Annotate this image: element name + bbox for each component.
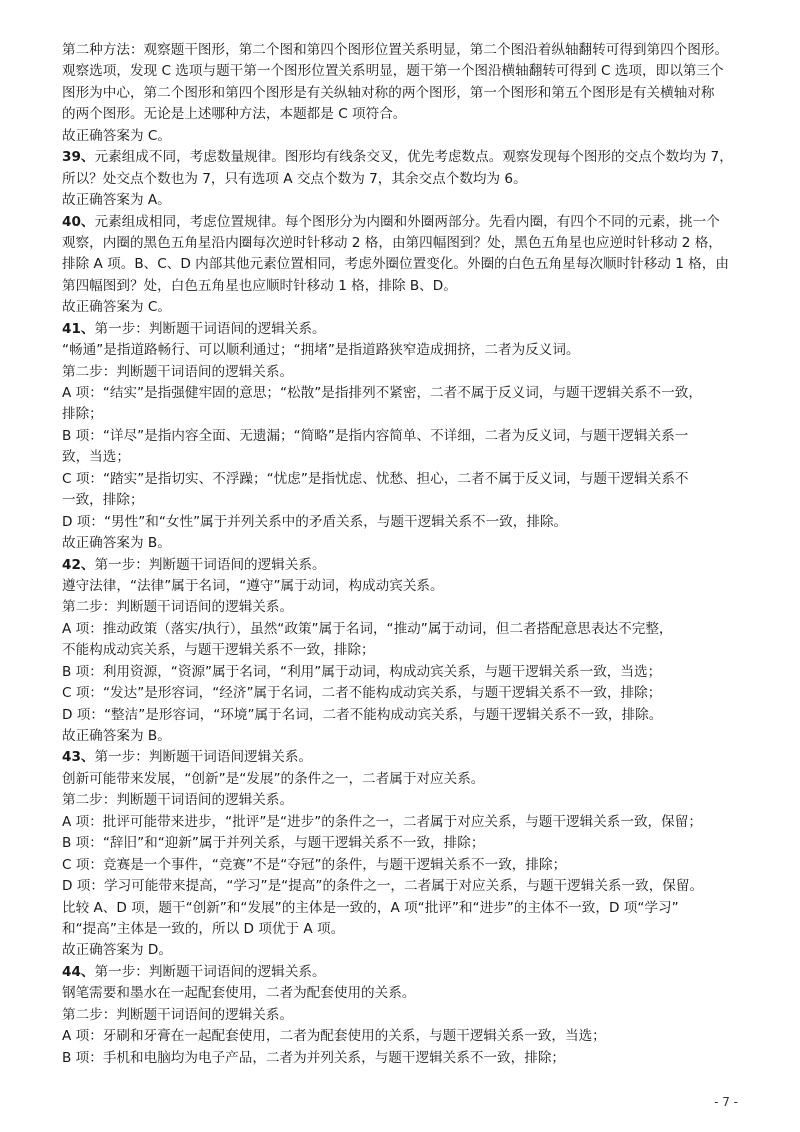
- text-line: [62, 83, 752, 104]
- line-text: 故正确答案为 B。: [62, 728, 171, 744]
- line-text: 的两个图形。无论是上述哪种方法，本题都是 C 项符合。: [62, 106, 407, 123]
- line-text: 第二步：判断题干词语间的逻辑关系。: [62, 1006, 294, 1023]
- line-text: C 项：“踏实”是指切实、不浮躁；“忧虑”是指忧虑、忧愁、担心，二者不属于反义词，与题干逻辑关系不: [62, 470, 689, 487]
- line-text: 第二种方法：观察题干图形，第二个图和第四个图形位置关系明显，第二个图沿着纵轴翻转可得到第四个图形。: [62, 42, 729, 58]
- line-text: 故正确答案为 D。: [62, 942, 172, 959]
- text-line: [62, 61, 752, 82]
- line-text: 第二步：判断题干词语间的逻辑关系。: [62, 792, 294, 809]
- text-line: [62, 297, 752, 318]
- text-line: [62, 40, 752, 61]
- text-line: [62, 404, 752, 425]
- line-text: 排除；: [62, 406, 103, 423]
- question-number: 43、: [62, 749, 95, 766]
- text-line: [62, 147, 752, 168]
- text-line: [62, 726, 752, 747]
- text-line: [62, 555, 752, 576]
- line-text: “畅通”是指道路畅行、可以顺利通过；“拥堵”是指道路狭窄造成拥挤，二者为反义词。: [62, 342, 580, 359]
- line-text: 观察，内圈的黑色五角星沿内圈每次逆时针移动 2 格，由第四幅图到？处，黑色五角星也应逆时针移动 2 格，: [62, 234, 722, 251]
- line-text: A 项：批评可能带来进步，“批评”是“进步”的条件之一，二者属于对应关系，与题干逻辑关系一致，保留；: [62, 813, 702, 830]
- text-line: [62, 212, 752, 233]
- text-line: [62, 619, 752, 640]
- line-text: B 项：“详尽”是指内容全面、无遗漏；“简略”是指内容简单、不详细，二者为反义词，与题干逻辑关系一: [62, 427, 689, 444]
- text-line: [62, 769, 752, 790]
- line-text: 第二步：判断题干词语间的逻辑关系。: [62, 599, 294, 616]
- line-text: 不能构成动宾关系，与题干逻辑关系不一致，排除；: [62, 642, 375, 659]
- text-line: [62, 705, 752, 726]
- text-line: [62, 276, 752, 297]
- line-text: B 项：手机和电脑均为电子产品，二者为并列关系，与题干逻辑关系不一致，排除；: [62, 1049, 566, 1066]
- text-line: [62, 597, 752, 618]
- text-line: [62, 383, 752, 404]
- line-text: A 项：“结实”是指强健牢固的意思；“松散”是指排列不紧密，二者不属于反义词，与题干逻辑关系不一致，: [62, 385, 702, 401]
- text-line: [62, 254, 752, 275]
- text-line: [62, 919, 752, 940]
- line-text: 元素组成不同，考虑数量规律。图形均有线条交叉，优先考虑数点。观察发现每个图形的交点个数均为 7，: [94, 149, 733, 166]
- line-text: B 项：利用资源，“资源”属于名词，“利用”属于动词，构成动宾关系，与题干逻辑关系一致，当选；: [62, 663, 662, 680]
- line-text: 故正确答案为 C。: [62, 299, 171, 316]
- text-line: [62, 512, 752, 533]
- line-text: A 项：牙刷和牙膏在一起配套使用，二者为配套使用的关系，与题干逻辑关系一致，当选；: [62, 1028, 606, 1045]
- document-body: [62, 40, 752, 1069]
- text-line: [62, 640, 752, 661]
- line-text: 元素组成相同，考虑位置规律。每个图形分为内圈和外圈两部分。先看内圈，有四个不同的元素，挑一个: [94, 213, 720, 230]
- text-line: [62, 812, 752, 833]
- line-text: D 项：“整洁”是形容词，“环境”属于名词，二者不能构成动宾关系，与题干逻辑关系不一致，排除。: [62, 706, 663, 723]
- line-text: 观察选项，发现 C 选项与题干第一个图形位置关系明显，题干第一个图沿横轴翻转可得到 C 选项，即以第三个: [62, 63, 724, 80]
- line-text: 第二步：判断题干词语间的逻辑关系。: [62, 363, 294, 380]
- line-text: 遵守法律，“法律”属于名词，“遵守”属于动词，构成动宾关系。: [62, 577, 444, 594]
- text-line: [62, 662, 752, 683]
- text-line: [62, 426, 752, 447]
- text-line: [62, 126, 752, 147]
- question-number: 42、: [62, 556, 95, 573]
- line-text: D 项：“男性”和“女性”属于并列关系中的矛盾关系，与题干逻辑关系不一致，排除。: [62, 513, 568, 530]
- text-line: [62, 898, 752, 919]
- text-line: [62, 1026, 752, 1047]
- line-text: C 项：竞赛是一个事件，“竞赛”不是“夺冠”的条件，与题干逻辑关系不一致，排除；: [62, 856, 567, 873]
- line-text: A 项：推动政策（落实/执行），虽然“政策”属于名词，“推动”属于动词，但二者搭配意思表达不完整，: [62, 620, 673, 637]
- question-number: 40、: [62, 213, 95, 230]
- text-line: [62, 340, 752, 361]
- line-text: 第一步：判断题干词语间的逻辑关系。: [94, 963, 326, 980]
- line-text: 第四幅图到？处，白色五角星也应顺时针移动 1 格，排除 B、D。: [62, 277, 457, 294]
- text-line: [62, 490, 752, 511]
- text-line: [62, 747, 752, 768]
- line-text: C 项：“发达”是形容词，“经济”属于名词，二者不能构成动宾关系，与题干逻辑关系不一致，排除；: [62, 685, 662, 702]
- page-number: - 7 -: [714, 1095, 738, 1109]
- text-line: [62, 190, 752, 211]
- question-number: 39、: [62, 149, 95, 166]
- line-text: 故正确答案为 A。: [62, 192, 171, 209]
- line-text: 比较 A、D 项，题干“创新”和“发展”的主体是一致的，A 项“批评”和“进步”的主体不一致，D 项“学习”: [62, 899, 679, 916]
- text-line: [62, 833, 752, 854]
- line-text: 第一步：判断题干词语间逻辑关系。: [94, 749, 313, 766]
- line-text: 所以？处交点个数也为 7，只有选项 A 交点个数为 7，其余交点个数均为 6。: [62, 170, 527, 187]
- text-line: [62, 855, 752, 876]
- line-text: 和“提高”主体是一致的，所以 D 项优于 A 项。: [62, 920, 345, 937]
- text-line: [62, 169, 752, 190]
- text-line: [62, 469, 752, 490]
- text-line: [62, 576, 752, 597]
- text-line: [62, 447, 752, 468]
- line-text: 第一步：判断题干词语间的逻辑关系。: [94, 320, 326, 337]
- text-line: [62, 533, 752, 554]
- text-line: [62, 233, 752, 254]
- question-number: 41、: [62, 320, 95, 337]
- line-text: 创新可能带来发展，“创新”是“发展”的条件之一，二者属于对应关系。: [62, 770, 485, 787]
- line-text: 排除 A 项。B、C、D 内部其他元素位置相同，考虑外圈位置变化。外圈的白色五角星每次顺时针移动 1 格，由: [62, 256, 729, 273]
- line-text: 故正确答案为 B。: [62, 535, 171, 552]
- question-number: 44、: [62, 963, 95, 980]
- text-line: [62, 790, 752, 811]
- line-text: 故正确答案为 C。: [62, 127, 171, 144]
- line-text: 致，当选；: [62, 449, 130, 466]
- text-line: [62, 1048, 752, 1069]
- text-line: [62, 962, 752, 983]
- text-line: [62, 983, 752, 1004]
- text-line: [62, 362, 752, 383]
- line-text: B 项：“辞旧”和“迎新”属于并列关系，与题干逻辑关系不一致，排除；: [62, 835, 485, 852]
- line-text: 一致，排除；: [62, 492, 144, 509]
- text-line: [62, 1005, 752, 1026]
- text-line: [62, 876, 752, 897]
- text-line: [62, 940, 752, 961]
- text-line: [62, 104, 752, 125]
- line-text: 图形为中心，第二个图形和第四个图形是有关纵轴对称的两个图形，第一个图形和第五个图形是有关横轴对称: [62, 84, 715, 101]
- text-line: [62, 683, 752, 704]
- text-line: [62, 319, 752, 340]
- line-text: 第一步：判断题干词语间的逻辑关系。: [94, 556, 326, 573]
- line-text: D 项：学习可能带来提高，“学习”是“提高”的条件之一，二者属于对应关系，与题干逻辑关系一致，保留。: [62, 878, 704, 895]
- line-text: 钢笔需要和墨水在一起配套使用，二者为配套使用的关系。: [62, 985, 416, 1002]
